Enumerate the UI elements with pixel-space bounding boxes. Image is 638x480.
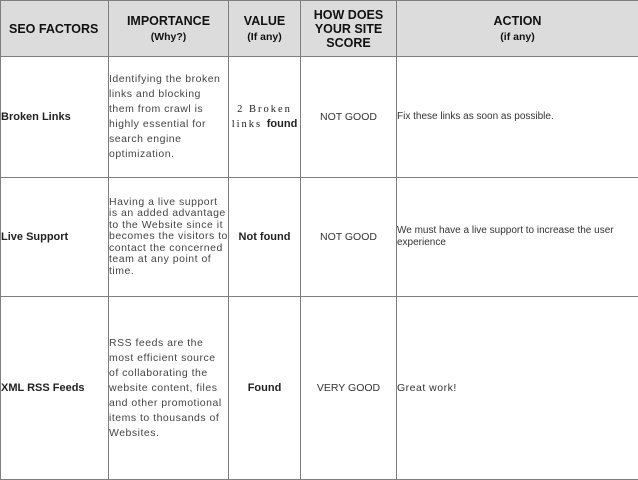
score-cell: NOT GOOD [301,57,397,178]
header-value-sub: (If any) [229,30,300,44]
factor-cell: Broken Links [1,57,109,178]
header-action-sub: (if any) [397,30,638,44]
importance-cell: Identifying the broken links and blocking them from crawl is highly essential for search engine optimization. [109,57,229,178]
table-row [1,297,638,480]
header-seo-factors: SEO FACTORS [1,1,109,57]
header-action [397,1,638,57]
header-row [1,1,638,57]
header-value [229,1,301,57]
value-text: 2 Broken links [232,104,292,130]
score-cell: NOT GOOD [301,178,397,297]
header-value-label: VALUE [229,14,300,28]
header-importance [109,1,229,57]
header-score [301,1,397,57]
factor-cell: Live Support [1,178,109,297]
table-row [1,57,638,178]
value-bold-text: found [267,118,298,130]
header-score-label: HOW DOES YOUR SITE SCORE [301,8,396,50]
factor-cell: XML RSS Feeds [1,297,109,480]
table-row [1,178,638,297]
score-cell: VERY GOOD [301,297,397,480]
value-cell [229,57,301,178]
importance-cell: RSS feeds are the most efficient source of collaborating the website content, files and other promotional items to thousands of Websites. [109,297,229,480]
header-importance-label: IMPORTANCE [109,14,228,28]
header-importance-sub: (Why?) [109,30,228,44]
action-cell: Great work! [397,297,638,480]
header-action-label: ACTION [397,14,638,28]
value-cell: Not found [229,178,301,297]
action-cell: We must have a live support to increase the user experience [397,178,638,297]
action-cell: Fix these links as soon as possible. [397,57,638,178]
value-cell: Found [229,297,301,480]
importance-cell: Having a live support is an added advantage to the Website since it becomes the visitors to contact the concerned team at any point of time. [109,178,229,297]
